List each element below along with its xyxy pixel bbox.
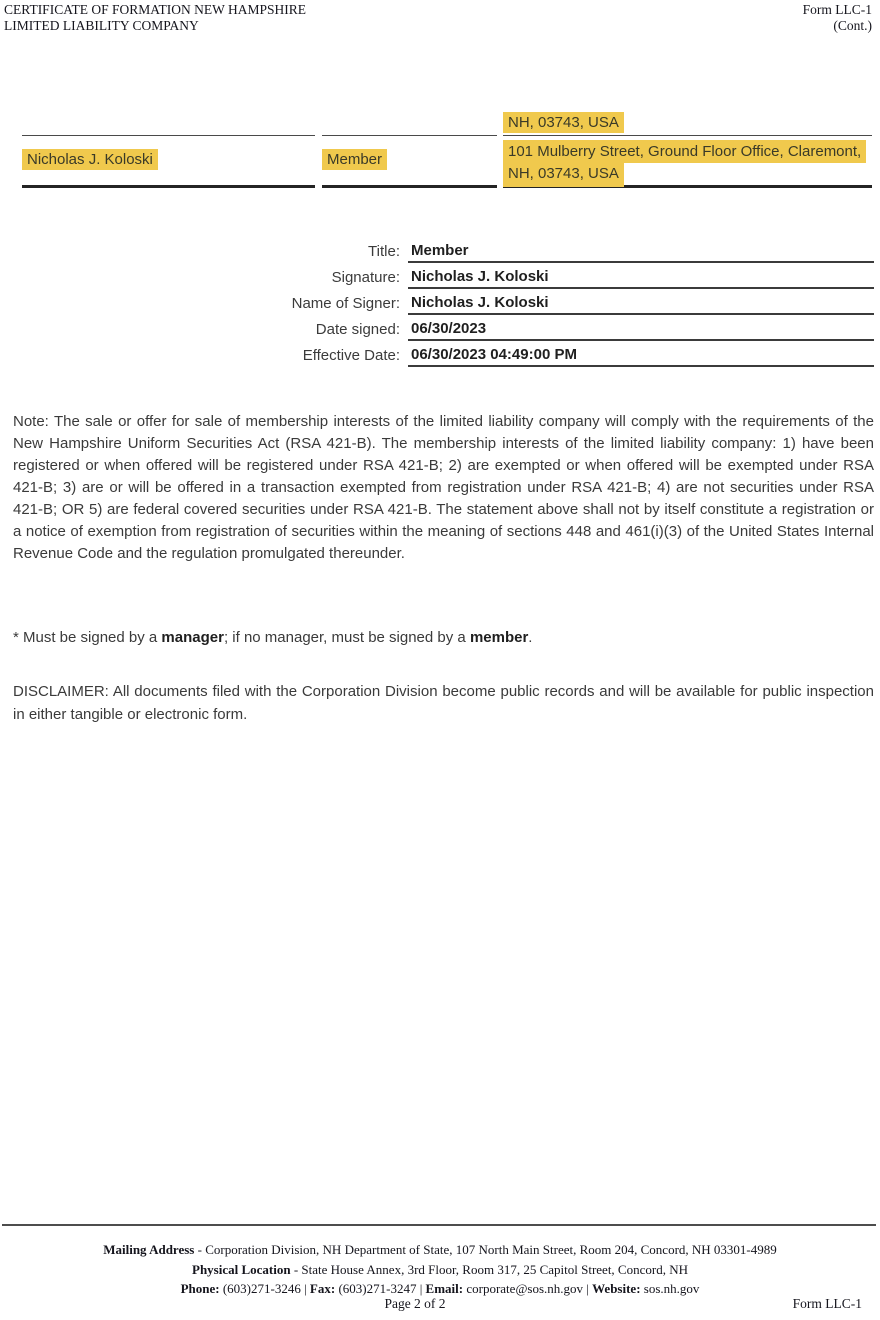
fax-value: (603)271-3247 | [335, 1281, 426, 1296]
signature-block [0, 237, 880, 367]
members-table [22, 103, 872, 188]
member-address-cell [503, 136, 872, 188]
physical-location-text: - State House Annex, 3rd Floor, Room 317, 25 Capitol Street, Concord, NH [290, 1261, 688, 1277]
title-field-value: Member [408, 242, 874, 263]
phone-label: Phone: [180, 1281, 220, 1296]
carryover-title-cell [322, 103, 497, 136]
field-row-signature [0, 263, 880, 289]
footer-divider-rule [2, 1224, 876, 1226]
form-number-label: Form LLC-1 [802, 2, 872, 17]
page-number: Page 2 of 2 [384, 1296, 446, 1311]
email-label: Email: [425, 1281, 464, 1296]
footer-mailing-line [0, 1240, 880, 1260]
website-value: sos.nh.gov [640, 1281, 700, 1296]
disclaimer-paragraph: DISCLAIMER: All documents filed with the Corporation Division become public records and will be available for public inspection in either tangible or electronic form. [13, 683, 874, 723]
field-row-effective-date [0, 341, 880, 367]
signing-note-prefix: * Must be signed by a [13, 629, 162, 646]
field-row-date-signed [0, 315, 880, 341]
fax-label: Fax: [309, 1281, 336, 1296]
page-header [4, 2, 872, 33]
carryover-name-cell [22, 103, 315, 136]
table-row-carryover [22, 103, 872, 136]
date-signed-field-label: Date signed: [315, 321, 400, 338]
member-name-cell [22, 136, 315, 188]
form-number-header [803, 2, 872, 33]
document-title [4, 2, 306, 33]
name-of-signer-field-label: Name of Signer: [291, 295, 400, 312]
document-title-line2: LIMITED LIABILITY COMPANY [4, 17, 199, 33]
effective-date-field-label: Effective Date: [302, 347, 400, 364]
field-row-title [0, 237, 880, 263]
effective-date-field-value: 06/30/2023 04:49:00 PM [408, 346, 874, 367]
table-row-member [22, 136, 872, 188]
phone-value: (603)271-3246 | [219, 1281, 310, 1296]
date-signed-field-value: 06/30/2023 [408, 320, 874, 341]
document-title-line1: CERTIFICATE OF FORMATION NEW HAMPSHIRE [4, 2, 306, 17]
mailing-address-label: Mailing Address [103, 1242, 195, 1257]
footer-address-block [0, 1240, 880, 1299]
form-cont-label: (Cont.) [833, 17, 872, 33]
footer-physical-line [0, 1260, 880, 1280]
securities-note-paragraph: Note: The sale or offer for sale of membership interests of the limited liability company will comply with the requirements of the New Hampshire Uniform Securities Act (RSA 421-B). The membership interests of the limited liability company: 1) have been registered or when offered will be registered under RSA 421-B; 2) are exempted or when offered will be exempted under RSA 421-B; 3) are or will be offered in a transaction exempted from registration under RSA 421-B; 4) are not securities under RSA 421-B; OR 5) are federal covered securities under RSA 421-B. The statement above shall not by itself constitute a registration or a notice of exemption from registration of securities within the meaning of sections 448 and 461(i)(3) of the United States Internal Revenue Code and the regulation promulgated thereunder. [13, 413, 874, 562]
signing-note-suffix: . [528, 629, 533, 646]
signing-note-member-bold: member [469, 629, 529, 646]
signing-requirement-note [13, 629, 874, 646]
carryover-address-cell [503, 103, 872, 136]
footer-form-number: Form LLC-1 [792, 1296, 862, 1311]
highlighted-member-name: Nicholas J. Koloski [22, 149, 158, 170]
signing-note-middle: ; if no manager, must be signed by a [223, 629, 470, 646]
signing-note-manager-bold: manager [161, 629, 224, 646]
member-title-cell [322, 136, 497, 188]
field-row-name-of-signer [0, 289, 880, 315]
signature-field-value: Nicholas J. Koloski [408, 268, 874, 289]
footer-bottom-line [0, 1296, 880, 1312]
physical-location-label: Physical Location [192, 1261, 291, 1277]
email-value: corporate@sos.nh.gov | [463, 1281, 593, 1296]
highlighted-member-title: Member [322, 149, 387, 170]
signature-field-label: Signature: [331, 269, 400, 286]
highlighted-address-line2: NH, 03743, USA [503, 163, 624, 187]
title-field-label: Title: [368, 243, 400, 260]
mailing-address-text: - Corporation Division, NH Department of State, 107 North Main Street, Room 204, Concord, NH 03301-4989 [194, 1242, 777, 1257]
website-label: Website: [592, 1281, 641, 1296]
highlighted-carryover-address: NH, 03743, USA [503, 112, 624, 133]
name-of-signer-field-value: Nicholas J. Koloski [408, 294, 874, 315]
highlighted-address-line1: 101 Mulberry Street, Ground Floor Office, Claremont, [503, 140, 866, 163]
